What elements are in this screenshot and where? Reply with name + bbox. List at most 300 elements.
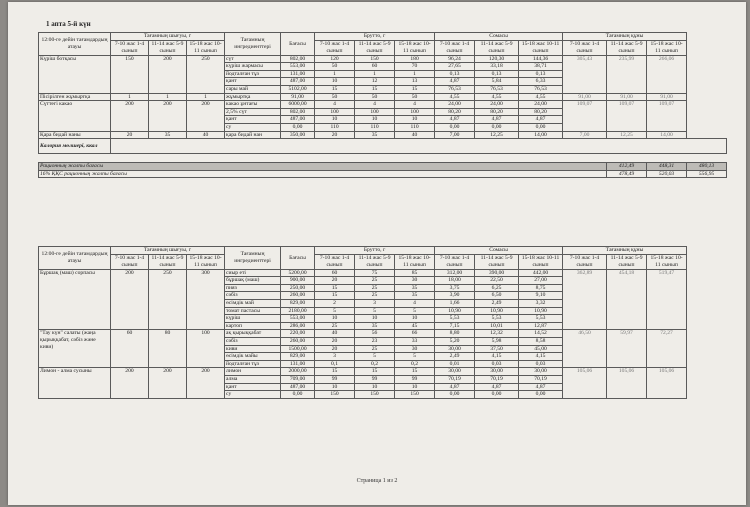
brutto-value: 13 <box>395 78 435 86</box>
age-group-header: 7-10 жас 1-4 сынып <box>563 254 607 269</box>
portion-value: 200 <box>111 269 149 330</box>
sum-value: 70,19 <box>435 375 475 383</box>
sum-value: 9,10 <box>519 292 563 300</box>
sum-value: 80,20 <box>475 108 519 116</box>
portion-value: 200 <box>149 101 187 131</box>
brutto-value: 56 <box>355 330 395 338</box>
sum-value: 0,01 <box>435 360 475 368</box>
portion-header: Тағамның шығуы, г <box>111 247 225 255</box>
sum-value: 4,87 <box>519 116 563 124</box>
sum-value: 12,87 <box>519 322 563 330</box>
brutto-value: 4 <box>315 101 355 109</box>
sum-value: 5,20 <box>435 337 475 345</box>
brutto-value: 25 <box>315 322 355 330</box>
ingredient-name: қара бидай нан <box>225 131 281 139</box>
age-group-header: 11-14 жас 5-9 сынып <box>607 254 647 269</box>
sum-value: 0,00 <box>519 391 563 399</box>
portion-value: 250 <box>187 55 225 93</box>
brutto-value: 15 <box>395 368 435 376</box>
ration-total-row <box>39 163 727 171</box>
portion-value: 200 <box>111 101 149 131</box>
portion-value: 1 <box>149 93 187 101</box>
portion-value: 200 <box>187 368 225 398</box>
sum-value: 24,00 <box>475 101 519 109</box>
brutto-value: 1 <box>355 70 395 78</box>
calories-row <box>39 139 727 154</box>
ingredient-name: су <box>225 391 281 399</box>
age-group-header: 15-18 жас 10-11 сынып <box>187 254 225 269</box>
sum-value: 12,25 <box>475 131 519 139</box>
sum-value: 4,55 <box>475 93 519 101</box>
price-value: 2180,00 <box>281 307 315 315</box>
brutto-value: 4 <box>355 101 395 109</box>
dish-cost-value: 109,07 <box>563 101 607 131</box>
brutto-value: 99 <box>395 375 435 383</box>
sum-value: 4,87 <box>475 383 519 391</box>
brutto-value: 4 <box>395 101 435 109</box>
sum-value: 6,50 <box>475 292 519 300</box>
brutto-value: 15 <box>315 368 355 376</box>
dish-cost-value: 454,18 <box>607 269 647 330</box>
brutto-value: 30 <box>395 345 435 353</box>
ingredient-name: қант <box>225 78 281 86</box>
ingredient-name: өсімдік май <box>225 299 281 307</box>
brutto-value: 10 <box>395 116 435 124</box>
price-value: 487,00 <box>281 383 315 391</box>
dish-cost-value: 7,00 <box>563 131 607 139</box>
dish-name: "Тау күн" салаты (жаңа қырыққабат, сәбіз және киви) <box>39 330 111 368</box>
portion-value: 300 <box>187 269 225 330</box>
ingredient-header: Тағамның ингредиенттері <box>225 247 281 270</box>
vat-total-row <box>39 170 727 178</box>
price-value: 131,00 <box>281 360 315 368</box>
age-group-header: 15-18 жас 10-11 сынып <box>519 40 563 55</box>
dish-cost-value: 72,27 <box>647 330 687 368</box>
sum-value: 76,53 <box>475 85 519 93</box>
brutto-value: 99 <box>315 375 355 383</box>
sum-value: 0,03 <box>475 360 519 368</box>
brutto-value: 33 <box>395 337 435 345</box>
brutto-value: 40 <box>315 330 355 338</box>
portion-value: 40 <box>187 131 225 139</box>
sum-value: 24,00 <box>519 101 563 109</box>
dish-name: Қара бидай наны <box>39 131 111 139</box>
sum-value: 3,75 <box>435 284 475 292</box>
dish-cost-value: 12,25 <box>607 131 647 139</box>
price-value: 487,00 <box>281 78 315 86</box>
sum-value: 0,00 <box>435 391 475 399</box>
dish-cost-value: 519,47 <box>647 269 687 330</box>
dish-name-header: 12:00-ге дейін тағамдардың атауы <box>39 247 111 270</box>
ration-total-value: 480,13 <box>687 163 727 171</box>
sum-value: 76,53 <box>435 85 475 93</box>
ingredient-name: какао ұнтағы <box>225 101 281 109</box>
age-group-header: 15-18 жас 10-11 сынып <box>187 40 225 55</box>
sum-value: 14,00 <box>519 131 563 139</box>
document-page <box>8 2 746 505</box>
sum-value: 442,00 <box>519 269 563 277</box>
brutto-value: 10 <box>355 116 395 124</box>
sum-value: 5,53 <box>519 315 563 323</box>
ingredient-name: сүт <box>225 55 281 63</box>
brutto-value: 15 <box>395 85 435 93</box>
table-row <box>39 93 727 101</box>
sum-value: 4,87 <box>435 78 475 86</box>
sum-value: 30,00 <box>435 368 475 376</box>
brutto-value: 20 <box>315 337 355 345</box>
sum-value: 22,50 <box>475 277 519 285</box>
sum-value: 7,00 <box>435 131 475 139</box>
brutto-value: 150 <box>355 391 395 399</box>
brutto-value: 20 <box>315 345 355 353</box>
sum-value: 0,13 <box>435 70 475 78</box>
brutto-value: 10 <box>315 315 355 323</box>
age-group-header: 7-10 жас 1-4 сынып <box>111 40 149 55</box>
ingredient-name: қант <box>225 116 281 124</box>
age-group-header: 15-18 жас 10-11 сынып <box>647 254 687 269</box>
sum-value: 30,00 <box>519 368 563 376</box>
dish-name-header: 12:00-ге дейін тағамдардың атауы <box>39 33 111 56</box>
sum-value: 10,90 <box>475 307 519 315</box>
age-group-header: 11-14 жас 5-9 сынып <box>149 254 187 269</box>
ingredient-name: сәбіз <box>225 292 281 300</box>
table-row <box>39 131 727 139</box>
brutto-value: 45 <box>395 322 435 330</box>
calories-label: Калория мөлшері, ккал <box>39 139 111 154</box>
brutto-value: 60 <box>355 63 395 71</box>
brutto-value: 5 <box>355 353 395 361</box>
sum-value: 6,33 <box>519 78 563 86</box>
brutto-value: 85 <box>395 269 435 277</box>
ingredient-name: пияз <box>225 284 281 292</box>
sum-value: 144,36 <box>519 55 563 63</box>
sum-value: 30,00 <box>475 368 519 376</box>
brutto-value: 150 <box>355 55 395 63</box>
dish-cost-value: 105,06 <box>647 368 687 398</box>
age-group-header: 7-10 жас 1-4 сынып <box>435 40 475 55</box>
sum-value: 27,00 <box>519 277 563 285</box>
brutto-value: 1 <box>395 70 435 78</box>
sum-value: 4,87 <box>435 116 475 124</box>
brutto-value: 10 <box>355 315 395 323</box>
brutto-value: 10 <box>315 383 355 391</box>
sum-value: 10,90 <box>519 307 563 315</box>
sum-value: 14,52 <box>519 330 563 338</box>
brutto-header: Брутто, г <box>315 33 435 41</box>
brutto-value: 150 <box>315 391 355 399</box>
vat-total-value: 478,49 <box>607 170 647 178</box>
sum-value: 8,58 <box>519 337 563 345</box>
ingredient-name: 2,5% сүт <box>225 108 281 116</box>
sum-value: 7,15 <box>435 322 475 330</box>
sum-value: 2,49 <box>475 299 519 307</box>
sum-value: 5,84 <box>475 78 519 86</box>
dish-cost-value: 46,50 <box>563 330 607 368</box>
brutto-value: 100 <box>315 108 355 116</box>
brutto-value: 100 <box>355 108 395 116</box>
dish-cost-value: 91,00 <box>607 93 647 101</box>
dish-cost-value: 14,00 <box>647 131 687 139</box>
sum-value: 33,18 <box>475 63 519 71</box>
portion-value: 35 <box>149 131 187 139</box>
sum-header: Сомасы <box>435 33 563 41</box>
sum-value: 80,20 <box>519 108 563 116</box>
age-group-header: 11-14 жас 5-9 сынып <box>475 254 519 269</box>
dish-cost-value: 305,43 <box>563 55 607 93</box>
brutto-value: 40 <box>395 131 435 139</box>
sum-value: 0,13 <box>475 70 519 78</box>
day-title: 1 апта 5-й күн <box>46 20 91 28</box>
brutto-value: 50 <box>395 93 435 101</box>
dish-cost-value: 91,00 <box>563 93 607 101</box>
portion-value: 200 <box>187 101 225 131</box>
brutto-value: 35 <box>395 292 435 300</box>
sum-value: 70,19 <box>519 375 563 383</box>
ingredient-name: томат пастасы <box>225 307 281 315</box>
price-value: 5102,00 <box>281 85 315 93</box>
cost-header: Тағамның құны <box>563 33 687 41</box>
portion-header: Тағамның шығуы, г <box>111 33 225 41</box>
brutto-value: 1 <box>315 70 355 78</box>
price-value: 1500,00 <box>281 345 315 353</box>
sum-value: 4,87 <box>435 383 475 391</box>
dish-cost-value: 59,97 <box>607 330 647 368</box>
brutto-value: 20 <box>315 277 355 285</box>
age-group-header: 11-14 жас 5-9 сынып <box>355 254 395 269</box>
ingredient-name: сиыр еті <box>225 269 281 277</box>
sum-value: 24,00 <box>435 101 475 109</box>
brutto-value: 15 <box>355 368 395 376</box>
dish-name: Бұршақ (маш) сорпасы <box>39 269 111 330</box>
vat-total-value: 520,03 <box>647 170 687 178</box>
portion-value: 20 <box>111 131 149 139</box>
price-value: 250,00 <box>281 284 315 292</box>
sum-value: 45,00 <box>519 345 563 353</box>
age-group-header: 7-10 жас 1-4 сынып <box>563 40 607 55</box>
ingredient-name: бұршақ (маш) <box>225 277 281 285</box>
age-group-header: 15-18 жас 10-11 сынып <box>395 254 435 269</box>
sum-value: 0,00 <box>475 391 519 399</box>
brutto-value: 66 <box>395 330 435 338</box>
dish-cost-value: 109,07 <box>647 101 687 131</box>
age-group-header: 15-18 жас 10-11 сынып <box>395 40 435 55</box>
age-group-header: 7-10 жас 1-4 сынып <box>315 254 355 269</box>
brutto-value: 150 <box>395 391 435 399</box>
portion-value: 200 <box>111 368 149 398</box>
brutto-value: 2 <box>315 299 355 307</box>
price-header: Бағасы <box>281 247 315 270</box>
sum-value: 5,53 <box>475 315 519 323</box>
ration-total-value: 412,49 <box>607 163 647 171</box>
brutto-value: 12 <box>355 78 395 86</box>
sum-value: 18,00 <box>435 277 475 285</box>
price-value: 5200,00 <box>281 269 315 277</box>
brutto-value: 70 <box>395 63 435 71</box>
brutto-value: 25 <box>355 277 395 285</box>
breakfast-menu-table <box>38 32 727 178</box>
sum-value: 5,53 <box>435 315 475 323</box>
ingredient-name: су <box>225 123 281 131</box>
table-subheader-row <box>39 40 727 55</box>
table-row <box>39 368 727 376</box>
ingredient-name: сары май <box>225 85 281 93</box>
brutto-value: 25 <box>355 284 395 292</box>
sum-value: 2,49 <box>435 353 475 361</box>
table-row <box>39 101 727 109</box>
table-header-row <box>39 247 727 255</box>
table-subheader-row <box>39 254 727 269</box>
table-row <box>39 55 727 63</box>
portion-value: 1 <box>187 93 225 101</box>
brutto-value: 10 <box>315 116 355 124</box>
brutto-value: 3 <box>315 353 355 361</box>
dish-name: Пісірілген жұмыртқа <box>39 93 111 101</box>
portion-value: 250 <box>149 269 187 330</box>
ingredient-name: алма <box>225 375 281 383</box>
age-group-header: 15-18 жас 10-11 сынып <box>647 40 687 55</box>
age-group-header: 7-10 жас 1-4 сынып <box>111 254 149 269</box>
brutto-value: 0,1 <box>315 360 355 368</box>
dish-cost-value: 235,99 <box>607 55 647 93</box>
price-header: Бағасы <box>281 33 315 56</box>
brutto-value: 35 <box>395 284 435 292</box>
brutto-value: 10 <box>315 78 355 86</box>
brutto-value: 10 <box>355 383 395 391</box>
brutto-value: 120 <box>315 55 355 63</box>
ingredient-name: өсімдік майы <box>225 353 281 361</box>
ingredient-name: картоп <box>225 322 281 330</box>
price-value: 2000,00 <box>281 368 315 376</box>
brutto-value: 180 <box>395 55 435 63</box>
brutto-value: 75 <box>355 269 395 277</box>
dish-name: Сүттегі какао <box>39 101 111 131</box>
price-value: 131,00 <box>281 70 315 78</box>
portion-value: 80 <box>149 330 187 368</box>
price-value: 260,00 <box>281 292 315 300</box>
sum-value: 0,03 <box>519 360 563 368</box>
brutto-value: 5 <box>355 307 395 315</box>
sum-value: 312,00 <box>435 269 475 277</box>
cost-header: Тағамның құны <box>563 247 687 255</box>
sum-value: 4,15 <box>519 353 563 361</box>
sum-value: 80,20 <box>435 108 475 116</box>
sum-value: 120,30 <box>475 55 519 63</box>
brutto-value: 15 <box>315 292 355 300</box>
sum-value: 5,98 <box>475 337 519 345</box>
sum-value: 30,00 <box>435 345 475 353</box>
age-group-header: 11-14 жас 5-9 сынып <box>355 40 395 55</box>
sum-value: 390,00 <box>475 269 519 277</box>
brutto-value: 10 <box>395 315 435 323</box>
dish-cost-value: 105,06 <box>563 368 607 398</box>
portion-value: 60 <box>111 330 149 368</box>
sum-value: 10,01 <box>475 322 519 330</box>
price-value: 260,00 <box>281 337 315 345</box>
brutto-value: 50 <box>355 93 395 101</box>
price-value: 350,00 <box>281 131 315 139</box>
vat-total-value: 556,95 <box>687 170 727 178</box>
sum-value: 0,13 <box>519 70 563 78</box>
brutto-value: 50 <box>315 63 355 71</box>
sum-value: 37,50 <box>475 345 519 353</box>
brutto-header: Брутто, г <box>315 247 435 255</box>
ration-total-label: Рационның жалпы бағасы <box>39 163 607 171</box>
table-row <box>39 330 727 338</box>
brutto-value: 5 <box>315 307 355 315</box>
sum-value: 8,75 <box>519 284 563 292</box>
table-header-row <box>39 33 727 41</box>
brutto-value: 25 <box>355 292 395 300</box>
portion-value: 150 <box>111 55 149 93</box>
age-group-header: 7-10 жас 1-4 сынып <box>435 254 475 269</box>
sum-value: 4,87 <box>475 116 519 124</box>
sum-value: 4,55 <box>435 93 475 101</box>
price-value: 802,00 <box>281 55 315 63</box>
ingredient-name: ақ қырыққабат <box>225 330 281 338</box>
price-value: 487,00 <box>281 116 315 124</box>
dish-cost-value: 105,06 <box>607 368 647 398</box>
sum-value: 76,53 <box>519 85 563 93</box>
portion-value: 200 <box>149 55 187 93</box>
brutto-value: 110 <box>315 123 355 131</box>
sum-value: 0,00 <box>435 123 475 131</box>
sum-value: 4,15 <box>475 353 519 361</box>
age-group-header: 7-10 жас 1-4 сынып <box>315 40 355 55</box>
brutto-value: 15 <box>355 85 395 93</box>
ingredient-header: Тағамның ингредиенттері <box>225 33 281 56</box>
brutto-value: 5 <box>395 307 435 315</box>
brutto-value: 110 <box>395 123 435 131</box>
brutto-value: 50 <box>315 93 355 101</box>
brutto-value: 0,2 <box>355 360 395 368</box>
price-value: 6000,00 <box>281 101 315 109</box>
price-value: 0,00 <box>281 123 315 131</box>
brutto-value: 20 <box>315 131 355 139</box>
price-value: 0,00 <box>281 391 315 399</box>
ingredient-name: қант <box>225 383 281 391</box>
ingredient-name: киви <box>225 345 281 353</box>
brutto-value: 30 <box>395 277 435 285</box>
sum-header: Сомасы <box>435 247 563 255</box>
spacer-row <box>39 154 727 163</box>
sum-value: 8,80 <box>435 330 475 338</box>
ingredient-name: сәбіз <box>225 337 281 345</box>
price-value: 220,00 <box>281 330 315 338</box>
ingredient-name: лимон <box>225 368 281 376</box>
brutto-value: 60 <box>315 269 355 277</box>
brutto-value: 5 <box>395 353 435 361</box>
price-value: 553,00 <box>281 315 315 323</box>
brutto-value: 15 <box>315 85 355 93</box>
brutto-value: 15 <box>315 284 355 292</box>
age-group-header: 11-14 жас 5-9 сынып <box>475 40 519 55</box>
sum-value: 10,90 <box>435 307 475 315</box>
sum-value: 38,71 <box>519 63 563 71</box>
ingredient-name: жұмыртқа <box>225 93 281 101</box>
sum-value: 0,00 <box>519 123 563 131</box>
brutto-value: 100 <box>395 108 435 116</box>
sum-value: 96,24 <box>435 55 475 63</box>
lunch-menu-table <box>38 246 727 399</box>
age-group-header: 15-18 жас 10-11 сынып <box>519 254 563 269</box>
dish-name: Лимон - алма сусыны <box>39 368 111 398</box>
age-group-header: 11-14 жас 5-9 сынып <box>149 40 187 55</box>
dish-cost-value: 362,89 <box>563 269 607 330</box>
sum-value: 12,32 <box>475 330 519 338</box>
brutto-value: 23 <box>355 337 395 345</box>
brutto-value: 110 <box>355 123 395 131</box>
sum-value: 70,19 <box>475 375 519 383</box>
